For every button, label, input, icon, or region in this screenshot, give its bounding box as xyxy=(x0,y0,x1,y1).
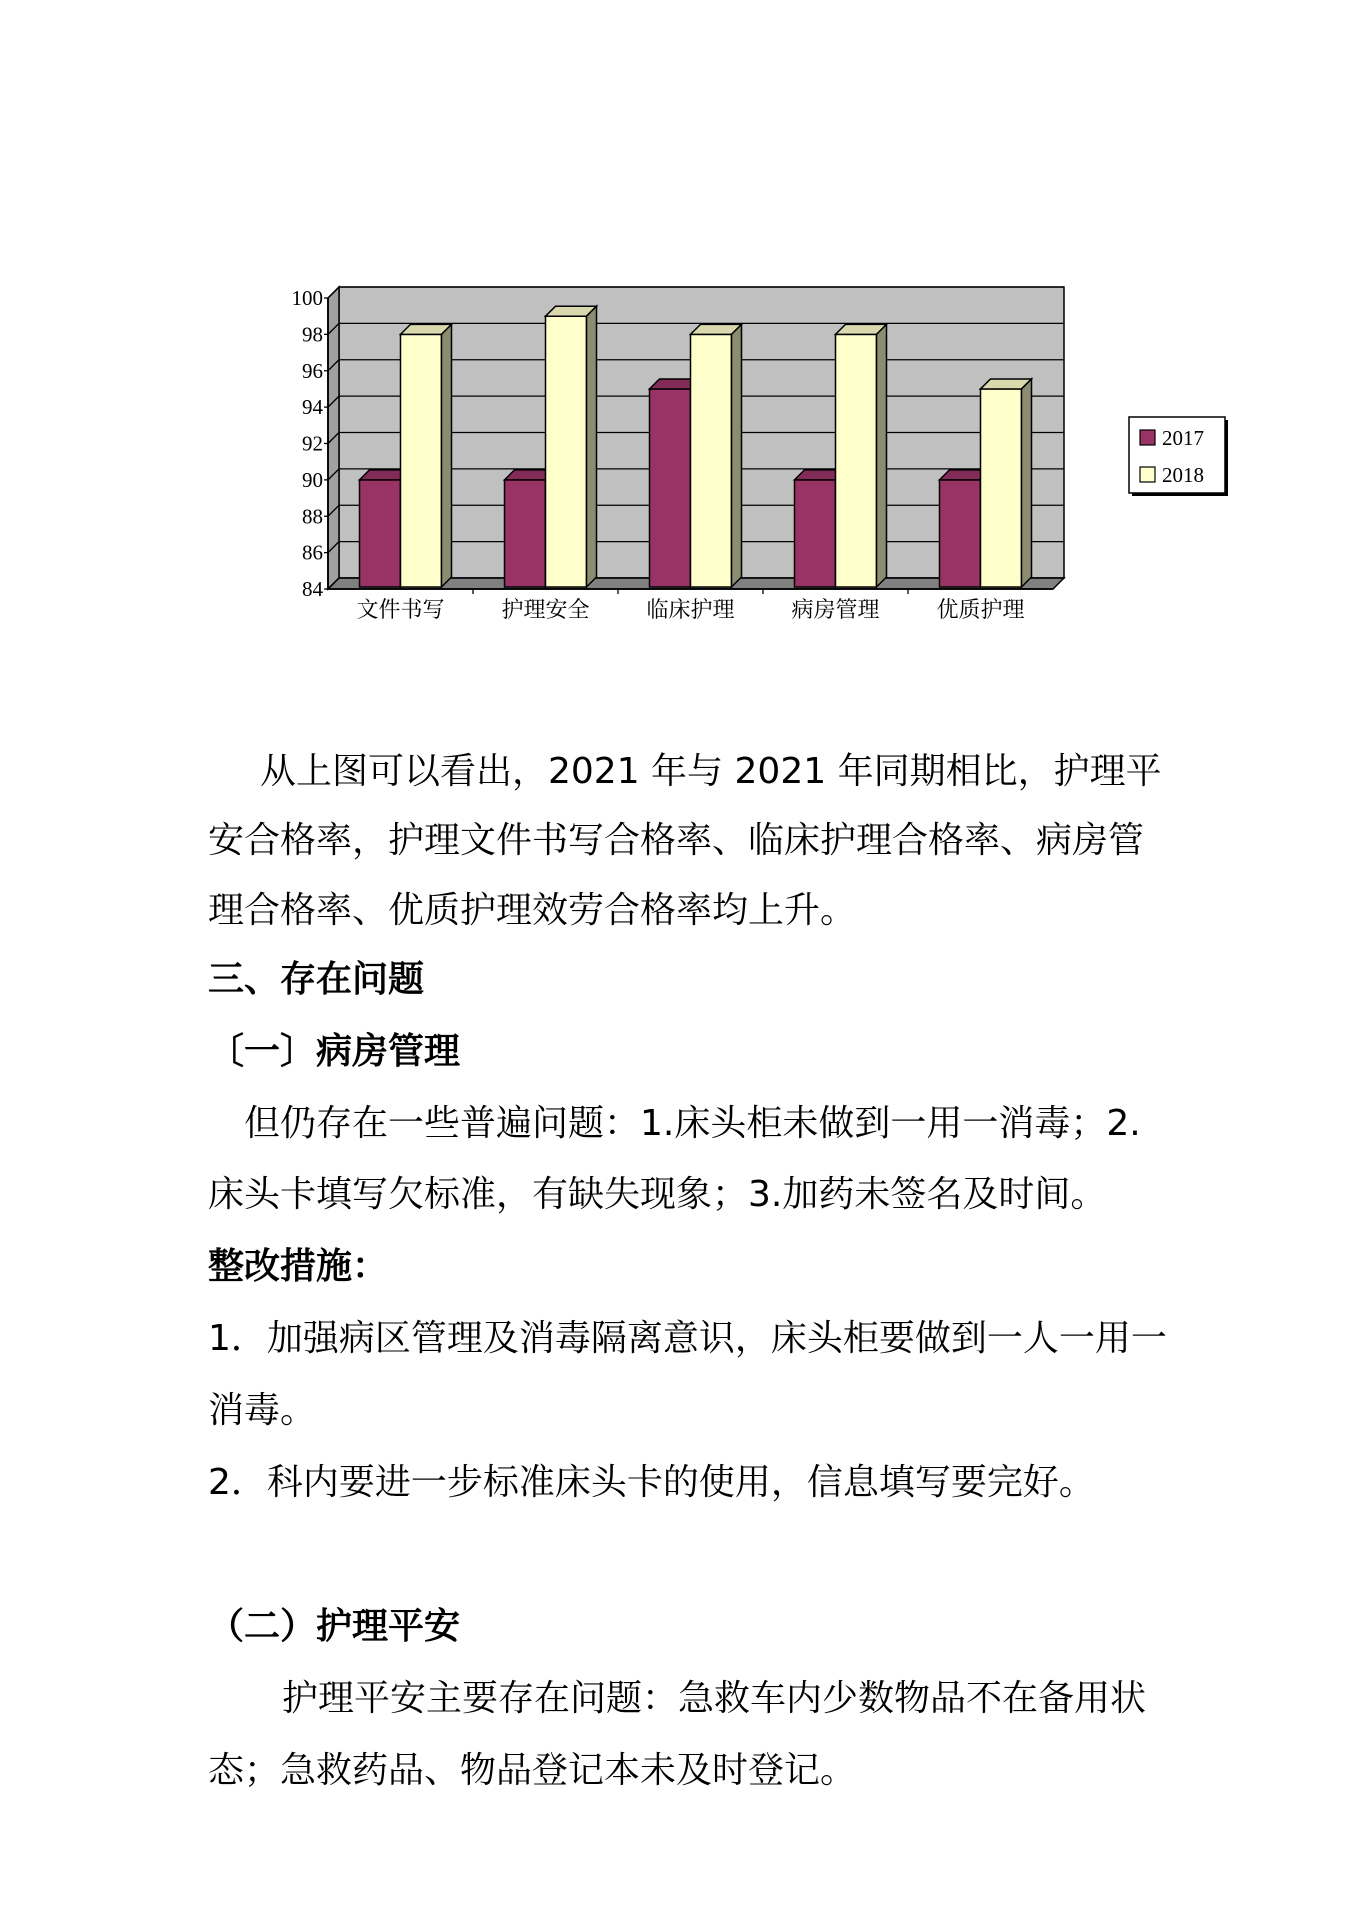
subsection-heading-ward-management: 〔一〕病房管理 xyxy=(208,1031,461,1072)
y-tick-label: 86 xyxy=(302,540,323,565)
bar-front-face xyxy=(940,480,981,587)
bar-front-face xyxy=(795,480,836,587)
y-tick-label: 96 xyxy=(302,358,323,383)
y-tick-label: 88 xyxy=(302,504,323,529)
y-tick-label: 84 xyxy=(302,577,323,601)
y-tick-label: 94 xyxy=(302,395,323,420)
bar-2018-1 xyxy=(546,306,597,587)
x-tick-label: 优质护理 xyxy=(936,598,1025,623)
bar-2018-2 xyxy=(691,324,742,587)
bar-front-face xyxy=(691,334,732,587)
bar-front-face xyxy=(401,334,442,587)
section-heading: 三、存在问题 xyxy=(208,959,425,1000)
problem-line: 但仍存在一些普遍问题：1.床头柜未做到一用一消毒；2. xyxy=(244,1103,1141,1144)
bar-2018-0 xyxy=(401,324,452,587)
paragraph-line: 从上图可以看出，2021 年与 2021 年同期相比，护理平 xyxy=(260,751,1162,792)
legend-label: 2018 xyxy=(1162,463,1204,487)
x-tick-label: 病房管理 xyxy=(791,598,880,623)
y-tick-label: 92 xyxy=(302,431,323,456)
x-tick-label: 文件书写 xyxy=(356,598,445,623)
bar-chart xyxy=(0,0,1365,640)
measure-line: 消毒。 xyxy=(208,1390,317,1431)
chart-legend xyxy=(1129,417,1228,496)
bar-side-face xyxy=(442,324,452,587)
bar-side-face xyxy=(587,306,597,587)
bar-front-face xyxy=(650,389,691,587)
x-tick-label: 护理安全 xyxy=(501,598,590,623)
measures-heading: 整改措施： xyxy=(208,1246,389,1287)
y-tick-label: 90 xyxy=(302,467,323,492)
bar-front-face xyxy=(505,480,546,587)
measure-line: 1．加强病区管理及消毒隔离意识，床头柜要做到一人一用一 xyxy=(208,1318,1167,1359)
measure-line: 2．科内要进一步标准床头卡的使用，信息填写要完好。 xyxy=(208,1462,1095,1503)
bar-2018-4 xyxy=(981,379,1032,587)
bar-front-face xyxy=(836,334,877,587)
problem-line: 床头卡填写欠标准，有缺失现象；3.加药未签名及时间。 xyxy=(208,1174,1107,1215)
y-tick-label: 98 xyxy=(302,322,323,347)
y-tick-label: 100 xyxy=(291,286,323,310)
bar-front-face xyxy=(360,480,401,587)
subsection-heading-nursing-safety: （二）护理平安 xyxy=(208,1606,461,1647)
bar-side-face xyxy=(1022,379,1032,587)
x-tick-label: 临床护理 xyxy=(646,598,735,623)
bar-side-face xyxy=(877,324,887,587)
paragraph-line: 理合格率、优质护理效劳合格率均上升。 xyxy=(208,890,857,931)
legend-label: 2017 xyxy=(1162,426,1204,450)
bar-front-face xyxy=(546,316,587,587)
bar-side-face xyxy=(732,324,742,587)
bar-2018-3 xyxy=(836,324,887,587)
paragraph-line: 安合格率，护理文件书写合格率、临床护理合格率、病房管 xyxy=(208,820,1145,861)
legend-swatch-2017 xyxy=(1140,430,1155,445)
problem-line: 护理平安主要存在问题：急救车内少数物品不在备用状 xyxy=(282,1678,1147,1719)
problem-line: 态；急救药品、物品登记本未及时登记。 xyxy=(208,1750,857,1791)
legend-swatch-2018 xyxy=(1140,467,1155,482)
bar-front-face xyxy=(981,389,1022,587)
